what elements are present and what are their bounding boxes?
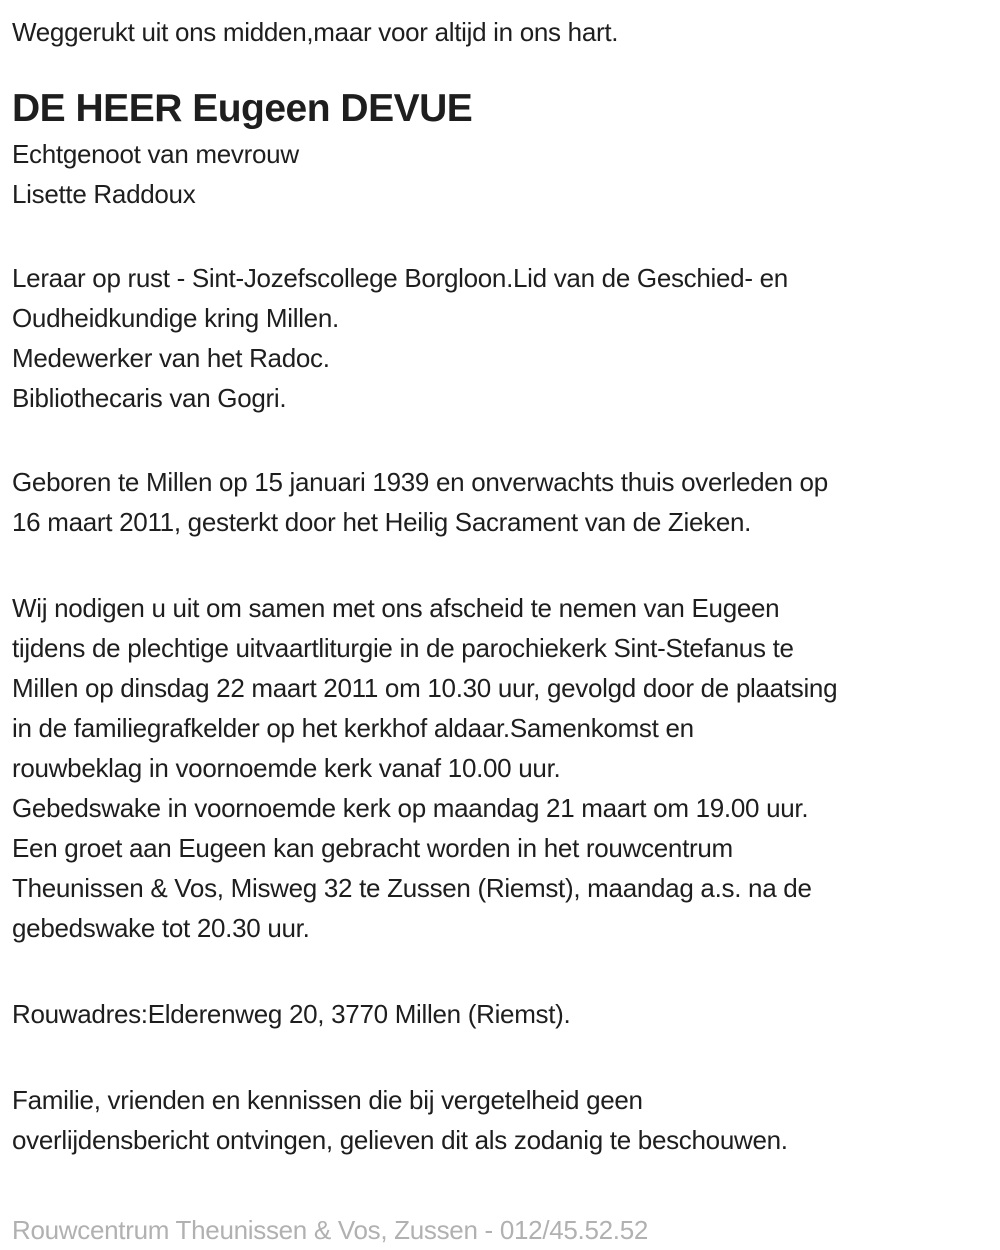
- apology-line: overlijdensbericht ontvingen, gelieven dit als zodanig te beschouwen.: [12, 1125, 788, 1155]
- career-line: Bibliothecaris van Gogri.: [12, 383, 287, 413]
- life-dates-section: [12, 462, 992, 542]
- funeral-line: Theunissen & Vos, Misweg 32 te Zussen (Riemst), maandag a.s. na de: [12, 873, 812, 903]
- career-line: Leraar op rust - Sint-Jozefscollege Borgloon.Lid van de Geschied- en: [12, 263, 788, 293]
- funeral-line: Een groet aan Eugeen kan gebracht worden in het rouwcentrum: [12, 833, 733, 863]
- career-line: Medewerker van het Radoc.: [12, 343, 330, 373]
- funeral-line: gebedswake tot 20.30 uur.: [12, 913, 310, 943]
- life-dates-line: 16 maart 2011, gesterkt door het Heilig Sacrament van de Zieken.: [12, 507, 752, 537]
- epigraph: Weggerukt uit ons midden,maar voor altijd in ons hart.: [12, 17, 619, 47]
- spouse-name: Lisette Raddoux: [12, 179, 196, 209]
- footer-contact: Rouwcentrum Theunissen & Vos, Zussen - 012/45.52.52: [12, 1215, 649, 1245]
- funeral-details-section: [12, 588, 992, 948]
- funeral-line: Millen op dinsdag 22 maart 2011 om 10.30 uur, gevolgd door de plaatsing: [12, 673, 838, 703]
- life-dates-line: Geboren te Millen op 15 januari 1939 en onverwachts thuis overleden op: [12, 467, 828, 497]
- apology-line: Familie, vrienden en kennissen die bij vergetelheid geen: [12, 1085, 643, 1115]
- funeral-line: rouwbeklag in voornoemde kerk vanaf 10.00 uur.: [12, 753, 561, 783]
- funeral-line: Wij nodigen u uit om samen met ons afscheid te nemen van Eugeen: [12, 593, 780, 623]
- relation-line: Echtgenoot van mevrouw: [12, 139, 299, 169]
- funeral-line: tijdens de plechtige uitvaartliturgie in de parochiekerk Sint-Stefanus te: [12, 633, 794, 663]
- funeral-line: in de familiegrafkelder op het kerkhof aldaar.Samenkomst en: [12, 713, 694, 743]
- career-line: Oudheidkundige kring Millen.: [12, 303, 339, 333]
- career-section: [12, 258, 992, 418]
- deceased-name-title: DE HEER Eugeen DEVUE: [12, 87, 473, 130]
- mourning-address: Rouwadres:Elderenweg 20, 3770 Millen (Riemst).: [12, 999, 571, 1029]
- mourning-address-section: [12, 994, 992, 1034]
- relation-section: [12, 134, 992, 214]
- apology-section: [12, 1080, 992, 1160]
- funeral-line: Gebedswake in voornoemde kerk op maandag 21 maart om 19.00 uur.: [12, 793, 809, 823]
